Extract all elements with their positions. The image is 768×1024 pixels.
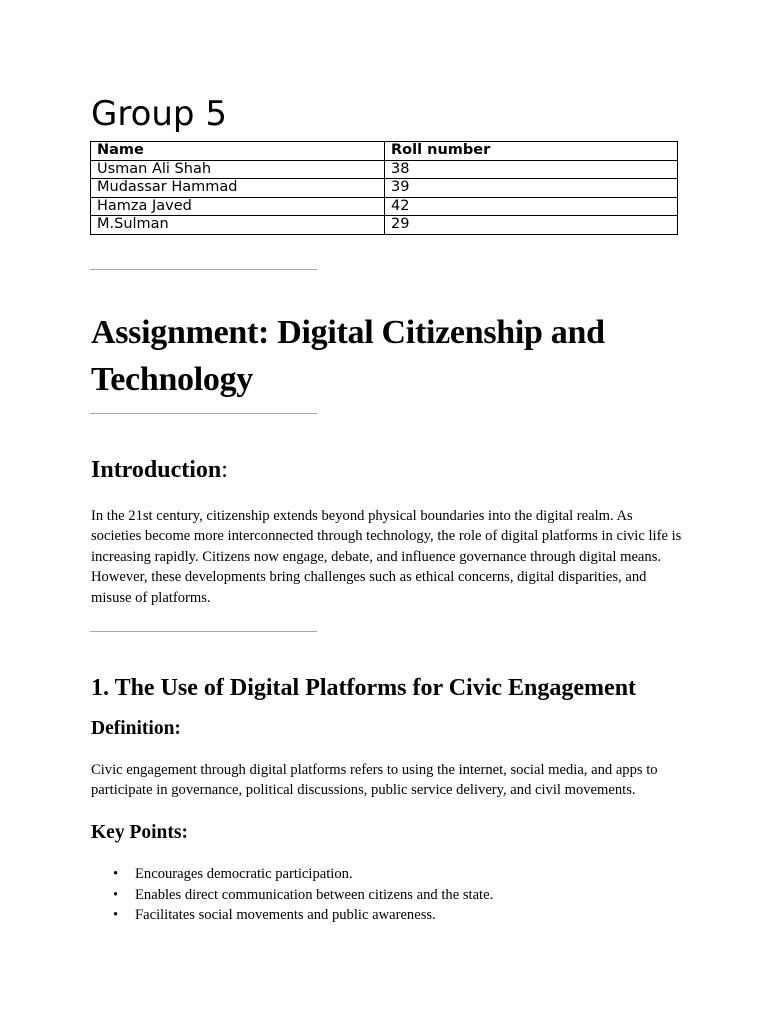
bullet-icon: •: [113, 907, 119, 923]
list-item-text: Facilitates social movements and public awareness.: [135, 907, 436, 923]
member-name: Hamza Javed: [91, 197, 385, 216]
introduction-heading-colon: :: [221, 457, 228, 483]
list-item: [91, 864, 493, 885]
horizontal-divider: [90, 413, 317, 414]
list-item-text: Encourages democratic participation.: [135, 866, 353, 882]
table-row: [91, 179, 678, 198]
definition-heading: Definition:: [91, 718, 181, 739]
member-name: M.Sulman: [91, 216, 385, 235]
section-heading: 1. The Use of Digital Platforms for Civic Engagement: [91, 675, 637, 701]
key-points-heading: Key Points:: [91, 822, 188, 843]
table-row: [91, 197, 678, 216]
key-points-list: [91, 864, 493, 926]
member-roll-number: 38: [385, 160, 678, 179]
table-row: [91, 160, 678, 179]
group-title: Group 5: [91, 94, 227, 134]
member-roll-number: 39: [385, 179, 678, 198]
introduction-paragraph: In the 21st century, citizenship extends beyond physical boundaries into the digital realm. As societies become more interconnected through technology, the role of digital platforms in civic life is increasing rapidly. Citizens now engage, debate, and influence governance through digital means. However, these developments bring challenges such as ethical concerns, digital disparities, and misuse of platforms.: [91, 508, 682, 606]
introduction-heading-text: Introduction: [91, 457, 222, 483]
member-name: Mudassar Hammad: [91, 179, 385, 198]
horizontal-divider: [90, 631, 317, 632]
table-header-row: [91, 142, 678, 161]
bullet-icon: •: [113, 886, 119, 903]
horizontal-divider: [90, 269, 317, 270]
column-header-roll-number: Roll number: [385, 142, 678, 161]
member-roll-number: 42: [385, 197, 678, 216]
definition-paragraph: Civic engagement through digital platforms refers to using the internet, social media, and apps to participate in governance, political discussions, public service delivery, and civil movements.: [91, 762, 658, 799]
members-table: [90, 141, 678, 235]
table-row: [91, 216, 678, 235]
column-header-name: Name: [91, 142, 385, 161]
assignment-title: Assignment: Digital Citizenship and Technology: [91, 314, 605, 398]
list-item-text: Enables direct communication between citizens and the state.: [135, 886, 494, 903]
member-name: Usman Ali Shah: [91, 160, 385, 179]
list-item: [91, 905, 493, 926]
bullet-icon: •: [113, 866, 119, 882]
list-item: [91, 885, 493, 906]
member-roll-number: 29: [385, 216, 678, 235]
introduction-heading: [91, 455, 228, 485]
